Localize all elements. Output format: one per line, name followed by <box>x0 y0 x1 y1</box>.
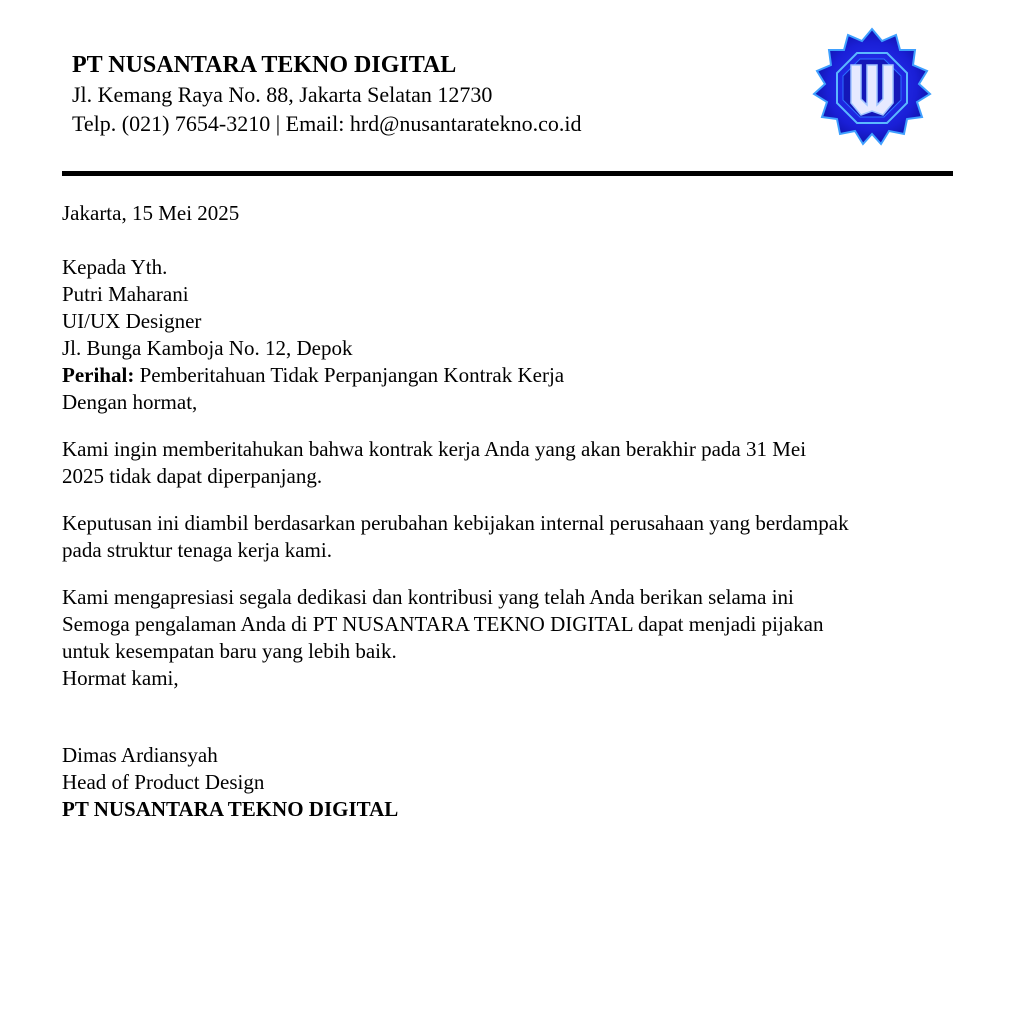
company-address: Jl. Kemang Raya No. 88, Jakarta Selatan 12730 <box>72 82 493 107</box>
recipient-address: Jl. Bunga Kamboja No. 12, Depok <box>62 336 353 360</box>
company-logo-icon <box>811 27 933 149</box>
header-divider <box>62 171 953 176</box>
letterhead <box>72 50 792 138</box>
paragraph-1-line-2: 2025 tidak dapat diperpanjang. <box>62 464 323 488</box>
greeting: Dengan hormat, <box>62 390 198 414</box>
company-name: PT NUSANTARA TEKNO DIGITAL <box>72 52 457 78</box>
paragraph-2-line-2: pada struktur tenaga kerja kami. <box>62 538 332 562</box>
paragraph-2 <box>62 510 954 564</box>
letter-date: Jakarta, 15 Mei 2025 <box>62 201 240 225</box>
paragraph-2-line-1: Keputusan ini diambil berdasarkan perubahan kebijakan internal perusahaan yang berdampak <box>62 511 849 535</box>
paragraph-3 <box>62 584 954 665</box>
signatory-title: Head of Product Design <box>62 770 265 794</box>
recipient-block <box>62 254 954 362</box>
recipient-name: Putri Maharani <box>62 282 189 306</box>
paragraph-1-line-1: Kami ingin memberitahukan bahwa kontrak kerja Anda yang akan berakhir pada 31 Mei <box>62 437 807 461</box>
closing: Hormat kami, <box>62 666 179 690</box>
subject-line <box>62 362 954 389</box>
paragraph-3-line-3: untuk kesempatan baru yang lebih baik. <box>62 639 397 663</box>
recipient-position: UI/UX Designer <box>62 309 202 333</box>
company-contact: Telp. (021) 7654-3210 | Email: hrd@nusantaratekno.co.id <box>72 111 582 136</box>
paragraph-1 <box>62 436 954 490</box>
signatory-name: Dimas Ardiansyah <box>62 743 218 767</box>
paragraph-3-line-1: Kami mengapresiasi segala dedikasi dan kontribusi yang telah Anda berikan selama ini <box>62 585 794 609</box>
subject-text: Pemberitahuan Tidak Perpanjangan Kontrak Kerja <box>139 363 565 387</box>
logo-letter <box>851 65 893 115</box>
letter-body <box>62 200 954 823</box>
subject-label: Perihal: <box>62 363 135 387</box>
paragraph-3-line-2: Semoga pengalaman Anda di PT NUSANTARA TEKNO DIGITAL dapat menjadi pijakan <box>62 612 824 636</box>
signature-block <box>62 742 954 823</box>
recipient-salutation: Kepada Yth. <box>62 255 168 279</box>
signatory-company: PT NUSANTARA TEKNO DIGITAL <box>62 797 399 821</box>
